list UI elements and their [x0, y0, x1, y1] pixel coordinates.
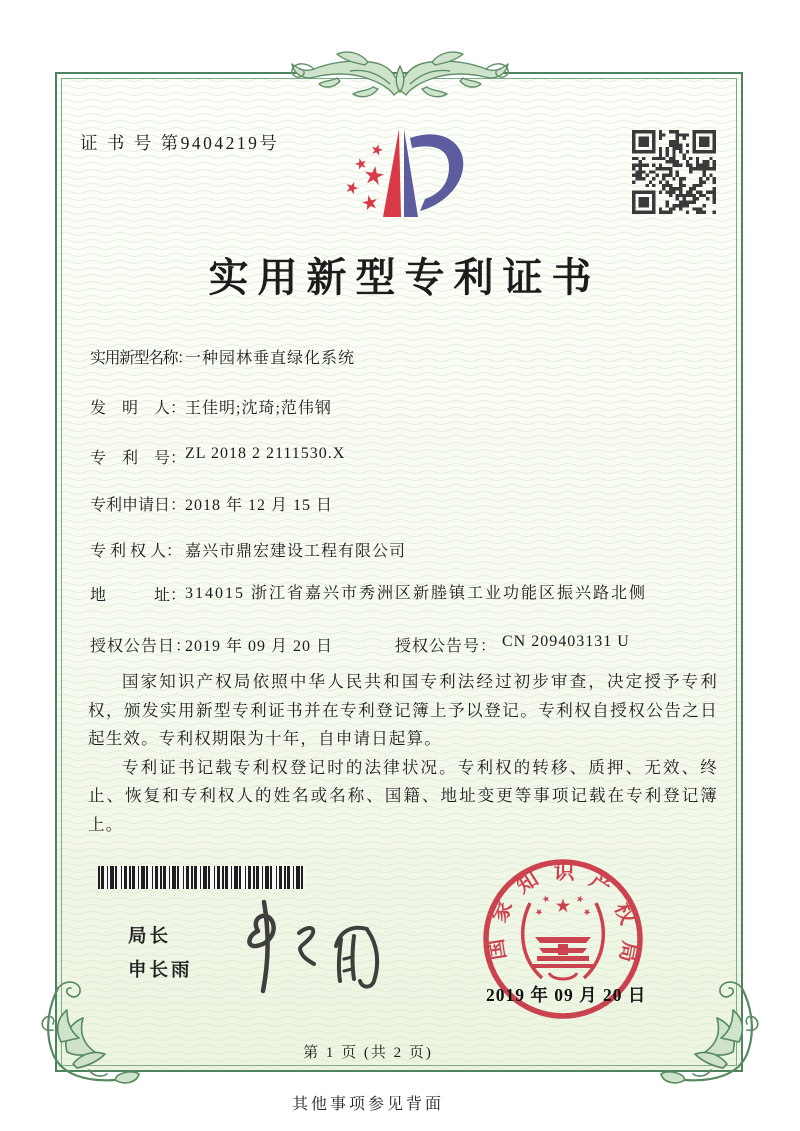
- qr-code: [632, 130, 716, 214]
- bottom-left-flourish: [36, 980, 142, 1086]
- field-row-patentee: [90, 538, 406, 561]
- grant-number-value: CN 209403131 U: [502, 633, 630, 650]
- legal-paragraph-2: 专利证书记载专利权登记时的法律状况。专利权的转移、质押、无效、终止、恢复和专利权人的姓名或名称、国籍、地址变更等事项记载在专利登记簿上。: [88, 757, 718, 834]
- grant-date-label: 授权公告日：: [90, 638, 193, 655]
- page-number: 第 1 页 (共 2 页): [303, 1045, 433, 1061]
- back-side-note: 其他事项参见背面: [291, 1096, 444, 1113]
- field-row-patent-number: [90, 445, 345, 468]
- field-row-grant: [90, 633, 630, 656]
- barcode: [98, 866, 306, 889]
- seal-date: 2019 年 09 月 20 日: [486, 985, 647, 1005]
- field-row-filing-date: [90, 492, 333, 515]
- commissioner-title: 局长: [128, 925, 172, 946]
- legal-paragraph-1: 国家知识产权局依照中华人民共和国专利法经过初步审查，决定授予专利权，颁发实用新型专利证书并在专利登记簿上予以登记。专利权自授权公告之日起生效。专利权期限为十年，自申请日起算。: [88, 672, 718, 748]
- commissioner-name: 申长雨: [128, 959, 193, 980]
- cnipa-logo: [340, 112, 470, 224]
- field-value: 2018 年 12 月 15 日: [185, 497, 334, 514]
- seal-arc-text: 国家知识产权局: [483, 859, 643, 965]
- grant-date-value: 2019 年 09 月 20 日: [185, 638, 334, 655]
- certificate-number: 证 书 号 第9404219号: [80, 133, 280, 153]
- field-label: 地 址：: [90, 587, 187, 604]
- logo-stars: [344, 143, 384, 211]
- field-value: 314015 浙江省嘉兴市秀洲区新塍镇工业功能区振兴路北侧: [185, 585, 648, 602]
- bottom-right-flourish: [658, 980, 764, 1086]
- logo-p-bowl: [410, 134, 463, 211]
- field-row-name: [90, 345, 355, 368]
- field-value: 王佳明;沈琦;范伟钢: [185, 400, 332, 417]
- legal-text-block: [88, 668, 718, 839]
- field-value: ZL 2018 2 2111530.X: [185, 445, 346, 462]
- signature-shen-changyu: [220, 888, 420, 996]
- field-label: 专利申请日：: [90, 497, 187, 514]
- top-flourish-ornament: [282, 44, 518, 102]
- field-value: 一种园林垂直绿化系统: [185, 350, 356, 367]
- field-row-address: [90, 582, 703, 606]
- field-label: 专 利 号：: [90, 450, 187, 467]
- field-label: 专 利 权 人：: [90, 543, 183, 560]
- field-label: 实用新型名称：: [90, 350, 192, 367]
- grant-number-label: 授权公告号：: [395, 638, 498, 655]
- seal-national-emblem: [523, 894, 604, 979]
- field-value: 嘉兴市鼎宏建设工程有限公司: [185, 543, 407, 560]
- field-label: 发 明 人：: [90, 400, 187, 417]
- certificate-title: 实用新型专利证书: [208, 255, 601, 300]
- field-row-inventors: [90, 395, 332, 418]
- logo-red-wedge: [383, 129, 401, 217]
